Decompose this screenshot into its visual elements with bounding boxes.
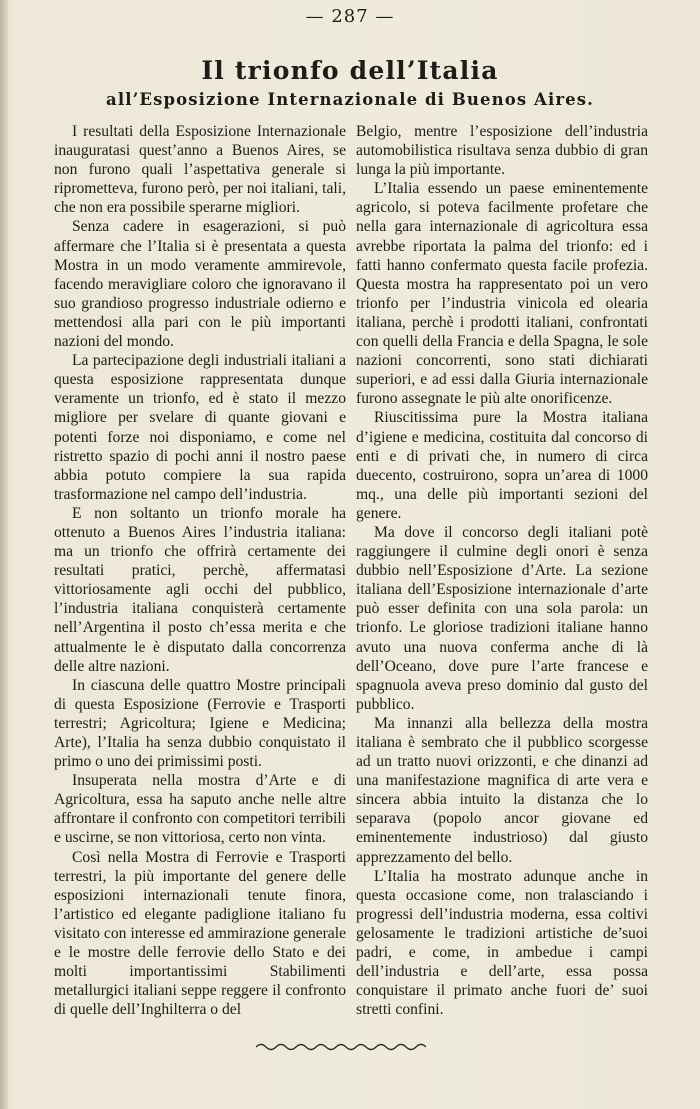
paragraph: Ma dove il concorso degli italiani potè raggiungere il culmine degli onori è senza dubbio nell’Esposizione d’Arte. La sezione italiana dell’Esposizione internazionale d’arte può esser definita con una sola parola: un trionfo. Le gloriose tradizioni italiane hanno avuto una nuova conferma anche di là dell’Oceano, dove pure l’arte francese e spagnuola aveva preso dominio dal gusto del pubblico. — [356, 523, 648, 713]
paragraph: La partecipazione degli industriali italiani a questa esposizione rappresentata dunque veramente un trionfo, ed è stato il mezzo migliore per svelare di quante giovani e potenti forze noi disponiamo, e come nel ristretto spazio di pochi anni il nostro paese abbia potuto compiere la sua rapida trasformazione nel campo dell’industria. — [54, 352, 346, 503]
paragraph: In ciascuna delle quattro Mostre principali di questa Esposizione (Ferrovie e Trasporti terrestri; Agricoltura; Igiene e Medicina; Arte), l’Italia ha senza dubbio conquistato il primo o uno dei primissimi posti. — [54, 676, 346, 771]
wavy-divider-ornament — [256, 1040, 426, 1054]
paragraph: I resultati della Esposizione Internazionale inauguratasi quest’anno a Buenos Aires, se non furono quali l’aspettativa generale si riprometteva, furono però, per noi italiani, tali, che non era possibile sperarne migliori. — [54, 123, 346, 217]
paragraph: Senza cadere in esagerazioni, si può affermare che l’Italia si è presentata a questa Mostra in un modo veramente ammirevole, facendo meravigliare coloro che ignoravano il suo grandioso progresso industriale odierno e mettendosi alla pari con le più importanti nazioni del mondo. — [54, 218, 346, 351]
right-column — [356, 122, 648, 1019]
article-title: Il trionfo dell’Italia — [201, 56, 499, 85]
page-spine — [0, 0, 8, 1109]
paragraph-continuation: Belgio, mentre l’esposizione dell’industria automobilistica risultava senza dubbio di gran lunga la più importante. — [356, 123, 648, 179]
paragraph: L’Italia ha mostrato adunque anche in questa occasione come, non tralasciando i progressi dell’industria moderna, essa coltivi gelosamente le tradizioni artistiche de’suoi padri, e come, in ambedue i campi dell’industria e dell’arte, essa possa conquistare il primato anche fuori de’ suoi stretti confini. — [356, 867, 648, 1019]
paragraph: L’Italia essendo un paese eminentemente agricolo, si poteva facilmente profetare che nella gara internazionale di agricoltura essa avrebbe riportata la palma del trionfo: ed i fatti hanno confermato questa facile profezia. Questa mostra ha rappresentato poi un vero trionfo per l’industria vinicola ed olearia italiana, perchè i prodotti italiani, confrontati con quelli della Francia e della Spagna, le sole nazioni concorrenti, sono stati dichiarati superiori, e ad essi dalla Giuria internazionale furono assegnate le più alte onorificenze. — [356, 180, 648, 408]
page-number: — 287 — — [305, 6, 395, 27]
paragraph: Insuperata nella mostra d’Arte e di Agricoltura, essa ha saputo anche nelle altre affrontare il confronto con competitori terribili e uscirne, se non vittoriosa, certo non vinta. — [54, 772, 346, 847]
paragraph: Ma innanzi alla bellezza della mostra italiana è sembrato che il pubblico scorgesse ad un tratto nuovi orizzonti, e che dinanzi ad una manifestazione magnifica di arte vera e sincera abbia intuito la distanza che lo separava (popolo ancor giovane ed eminentemente industrioso) dal giusto apprezzamento del bello. — [356, 714, 648, 866]
paragraph: E non soltanto un trionfo morale ha ottenuto a Buenos Aires l’industria italiana: ma un trionfo che offrirà certamente dei resultati pratici, perchè, affermatasi vittoriosamente agli occhi del pubblico, l’industria italiana conquisterà certamente nell’Argentina il posto ch’essa merita e che attualmente le è disputato dalla concorrenza delle altre nazioni. — [54, 504, 346, 675]
left-column — [54, 122, 346, 1019]
paragraph: Riuscitissima pure la Mostra italiana d’igiene e medicina, costituita dal concorso di enti e di privati che, in numero di circa duecento, costruirono, sopra un’area di 1000 mq., una delle più importanti sezioni del genere. — [356, 409, 648, 522]
article-subtitle: all’Esposizione Internazionale di Buenos Aires. — [106, 90, 594, 109]
paragraph: Così nella Mostra di Ferrovie e Trasporti terrestri, la più importante del genere delle esposizioni internazionali tenute finora, l’artistico ed elegante padiglione italiano fu visitato con interesse ed ammirazione generale e le mostre delle ferrovie dello Stato e dei molti importantissimi Stabilimenti metallurgici italiani seppe reggere il confronto di quelle dell’Inghilterra o del — [54, 848, 346, 1019]
